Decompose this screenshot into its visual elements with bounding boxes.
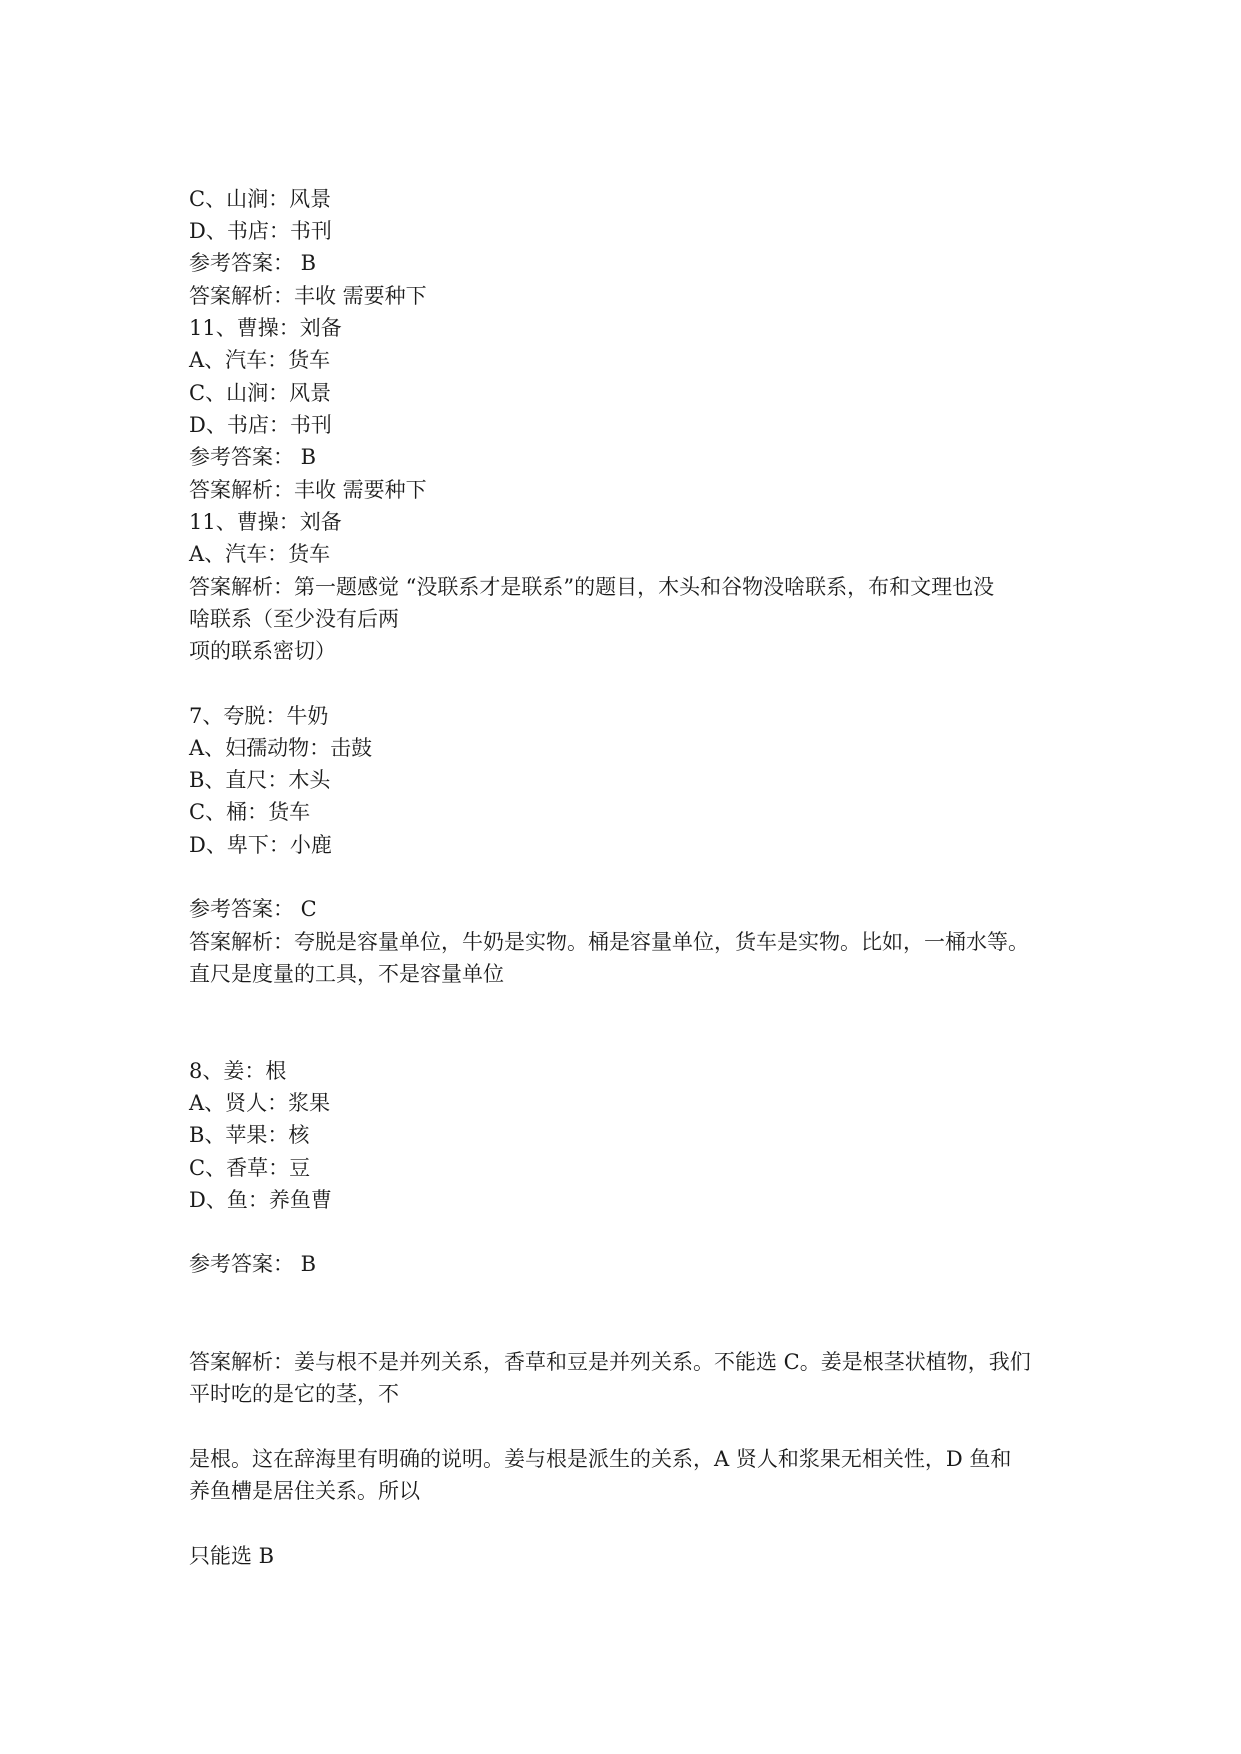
question-11-line: 11、曹操：刘备 <box>189 316 342 340</box>
option-a-line: A、汽车：货车 <box>189 348 331 372</box>
option-d-line: D、书店：书刊 <box>189 219 332 243</box>
question-11-line: 11、曹操：刘备 <box>189 510 342 534</box>
answer-analysis-continued-line: 平时吃的是它的茎，不 <box>189 1382 399 1406</box>
option-a-line: A、贤人：浆果 <box>189 1091 331 1115</box>
answer-analysis-continued-line: 是根。这在辞海里有明确的说明。姜与根是派生的关系，A 贤人和浆果无相关性，D 鱼和 <box>189 1447 1012 1471</box>
answer-analysis-continued-line: 项的联系密切） <box>189 639 336 663</box>
answer-analysis-line: 答案解析：姜与根不是并列关系，香草和豆是并列关系。不能选 C。姜是根茎状植物，我们 <box>189 1350 1031 1374</box>
question-8-line: 8、姜：根 <box>189 1059 287 1083</box>
answer-analysis-continued-line: 啥联系（至少没有后两 <box>189 607 399 631</box>
option-c-line: C、香草：豆 <box>189 1156 311 1180</box>
reference-answer-line: 参考答案： C <box>189 897 317 921</box>
final-answer-line: 只能选 B <box>189 1544 275 1568</box>
option-a-line: A、汽车：货车 <box>189 542 331 566</box>
option-c-line: C、山涧：风景 <box>189 187 332 211</box>
answer-analysis-line: 答案解析：丰收 需要种下 <box>189 478 427 502</box>
answer-analysis-line: 答案解析：夸脱是容量单位，牛奶是实物。桶是容量单位，货车是实物。比如，一桶水等。 <box>189 930 1029 954</box>
reference-answer-line: 参考答案： B <box>189 445 317 469</box>
option-c-line: C、桶：货车 <box>189 800 311 824</box>
option-d-line: D、鱼：养鱼曹 <box>189 1188 332 1212</box>
option-b-line: B、苹果：核 <box>189 1123 310 1147</box>
option-b-line: B、直尺：木头 <box>189 768 331 792</box>
option-d-line: D、卑下：小鹿 <box>189 833 332 857</box>
option-c-line: C、山涧：风景 <box>189 381 332 405</box>
answer-analysis-continued-line: 直尺是度量的工具，不是容量单位 <box>189 962 504 986</box>
reference-answer-line: 参考答案： B <box>189 1252 317 1276</box>
answer-analysis-line: 答案解析：丰收 需要种下 <box>189 284 427 308</box>
option-d-line: D、书店：书刊 <box>189 413 332 437</box>
reference-answer-line: 参考答案： B <box>189 251 317 275</box>
answer-analysis-line: 答案解析：第一题感觉 “没联系才是联系”的题目，木头和谷物没啥联系，布和文理也没 <box>189 575 995 599</box>
answer-analysis-continued-line: 养鱼槽是居住关系。所以 <box>189 1479 420 1503</box>
question-7-line: 7、夸脱：牛奶 <box>189 704 329 728</box>
option-a-line: A、妇孺动物：击鼓 <box>189 736 373 760</box>
